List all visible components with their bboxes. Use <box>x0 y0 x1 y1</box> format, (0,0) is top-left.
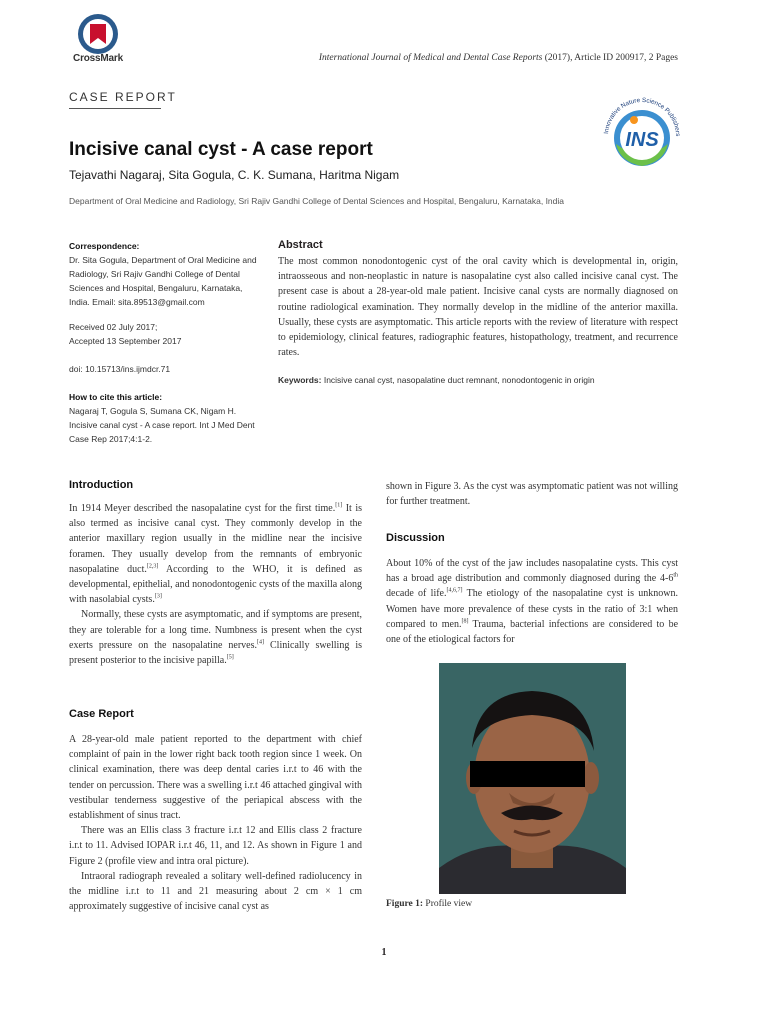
page-number: 1 <box>381 947 387 958</box>
dates-block <box>69 320 259 348</box>
case-report-text <box>69 732 362 914</box>
citation-ref[interactable]: [5] <box>226 654 234 661</box>
paragraph: A 28-year-old male patient reported to the department with chief complaint of pain in the lower right back tooth region since 1 week. On clinical examination, there was deep dental caries i.r.t to 46 with the tender on percussion. There was a swelling i.r.t 46 attached gingival with vestibular tenderness suggestive of the periapical abscess with the establishment of sinus tract. <box>69 734 362 822</box>
discussion-heading: Discussion <box>386 532 445 544</box>
paragraph: Normally, these cysts are asymptomatic, and if symptoms are present, they are tolerable for a long time. Numbness is present when the cyst exerts pressure on the nasopalatine nerves.[4] Clinically swelling is present posterior to the incisive papilla.[5] <box>69 609 362 667</box>
cite-text: Nagaraj T, Gogula S, Sumana CK, Nigam H. Incisive canal cyst - A case report. Int J Med Dent Case Rep 2017;4:1-2. <box>69 406 255 444</box>
author-list: Tejavathi Nagaraj, Sita Gogula, C. K. Sumana, Haritma Nigam <box>69 168 400 182</box>
correspondence-block <box>69 239 259 309</box>
correspondence-label: Correspondence: <box>69 241 140 251</box>
paragraph: In 1914 Meyer described the nasopalatine cyst for the first time.[1] It is also termed as incisive canal cyst. They commonly develop in the anterior maxillary region usually in the midline near the incisive foramen. They usually develop from the remnants of embryonic nasopalatine duct.[2,3] According to the WHO, it is defined as developmental, epithelial, and nonodontogenic cysts of the maxilla along with nasolabial cysts.[3] <box>69 502 362 606</box>
figure-caption-text: Profile view <box>423 899 473 909</box>
keywords-text: Incisive canal cyst, nasopalatine duct remnant, nonodontogenic in origin <box>321 375 595 385</box>
paragraph: About 10% of the cyst of the jaw includes nasopalatine cysts. This cyst has a broad age distribution and commonly diagnosed during the 4-6th decade of life.[4,6,7] The etiology of the nasopalatine cyst is unknown. Women have more prevalence of these cysts in the ratio of 3:1 when compared to men.[8] Trauma, bacterial infections are considered to be one of the etiological factors for <box>386 558 679 646</box>
profile-photo <box>439 663 626 894</box>
figure-caption <box>386 899 472 909</box>
cite-label: How to cite this article: <box>69 392 163 402</box>
received-date: Received 02 July 2017; <box>69 322 158 332</box>
journal-details: (2017), Article ID 200917, 2 Pages <box>542 53 678 63</box>
eye-censor-bar <box>470 761 585 787</box>
crossmark-label: CrossMark <box>73 53 123 64</box>
accepted-date: Accepted 13 September 2017 <box>69 336 182 346</box>
citation-ref[interactable]: [4,6,7] <box>446 588 463 595</box>
journal-citation-line <box>319 53 678 63</box>
affiliation: Department of Oral Medicine and Radiology, Sri Rajiv Gandhi College of Dental Sciences and Hospital, Bengaluru, Karnataka, India <box>69 196 565 206</box>
citation-ref[interactable]: [2,3] <box>146 563 159 570</box>
publisher-logo-icon <box>598 92 686 180</box>
case-report-continuation: shown in Figure 3. As the cyst was asymptomatic patient was not willing for further treatment. <box>386 481 678 508</box>
doi[interactable]: doi: 10.15713/ins.ijmdcr.71 <box>69 364 171 374</box>
keywords <box>278 375 678 385</box>
figure-label: Figure 1: <box>386 899 424 909</box>
publisher-name: Innovative Nature Science Publishers <box>603 96 682 137</box>
citation-ref[interactable]: [3] <box>154 593 162 600</box>
article-title: Incisive canal cyst - A case report <box>69 139 373 160</box>
publisher-abbr: INS <box>625 129 659 151</box>
case-report-heading: Case Report <box>69 708 134 720</box>
discussion-text <box>386 556 678 647</box>
paragraph: Intraoral radiograph revealed a solitary well-defined radiolucency in the midline i.r.t to 11 and 21 measuring about 2 cm × 1 cm approximately suggestive of incisive canal cyst as <box>69 870 362 913</box>
section-label: CASE REPORT <box>69 90 177 104</box>
section-divider <box>69 108 161 109</box>
introduction-text <box>69 501 362 668</box>
correspondence-text: Dr. Sita Gogula, Department of Oral Medicine and Radiology, Sri Rajiv Gandhi College of Dental Sciences and Hospital, Bengaluru, Karnataka, India. Email: sita.89513@gmail.com <box>69 255 257 307</box>
citation-ref[interactable]: [1] <box>335 502 343 509</box>
keywords-label: Keywords: <box>278 375 322 385</box>
abstract-text: The most common nonodontogenic cyst of the oral cavity which is developmental in, origin, intraosseous and non-neoplastic in nature is nasopalatine cyst also called incisive canal cyst. The present case is about a 28-year-old male patient. Incisive canal cysts are normally diagnosed on routine radiological examination. They normally develop in the midline of the anterior maxilla. Usually, these cysts are asymptomatic. This article reports with the review of literature with respect to epidemiology, clinical features, radiographic features, histopathology, treatment, and recurrence rates. <box>278 256 678 359</box>
paragraph: There was an Ellis class 3 fracture i.r.t 12 and Ellis class 2 fracture i.r.t to 11. Advised IOPAR i.r.t 46, 11, and 12. As shown in Figure 1 and Figure 2 (profile view and intra oral picture). <box>69 825 362 867</box>
journal-name: International Journal of Medical and Dental Case Reports <box>318 53 543 63</box>
introduction-heading: Introduction <box>69 479 134 491</box>
citation-ref[interactable]: [8] <box>461 618 469 625</box>
abstract-heading: Abstract <box>278 239 323 251</box>
citation-block <box>69 390 259 446</box>
citation-ref[interactable]: [4] <box>257 639 264 646</box>
